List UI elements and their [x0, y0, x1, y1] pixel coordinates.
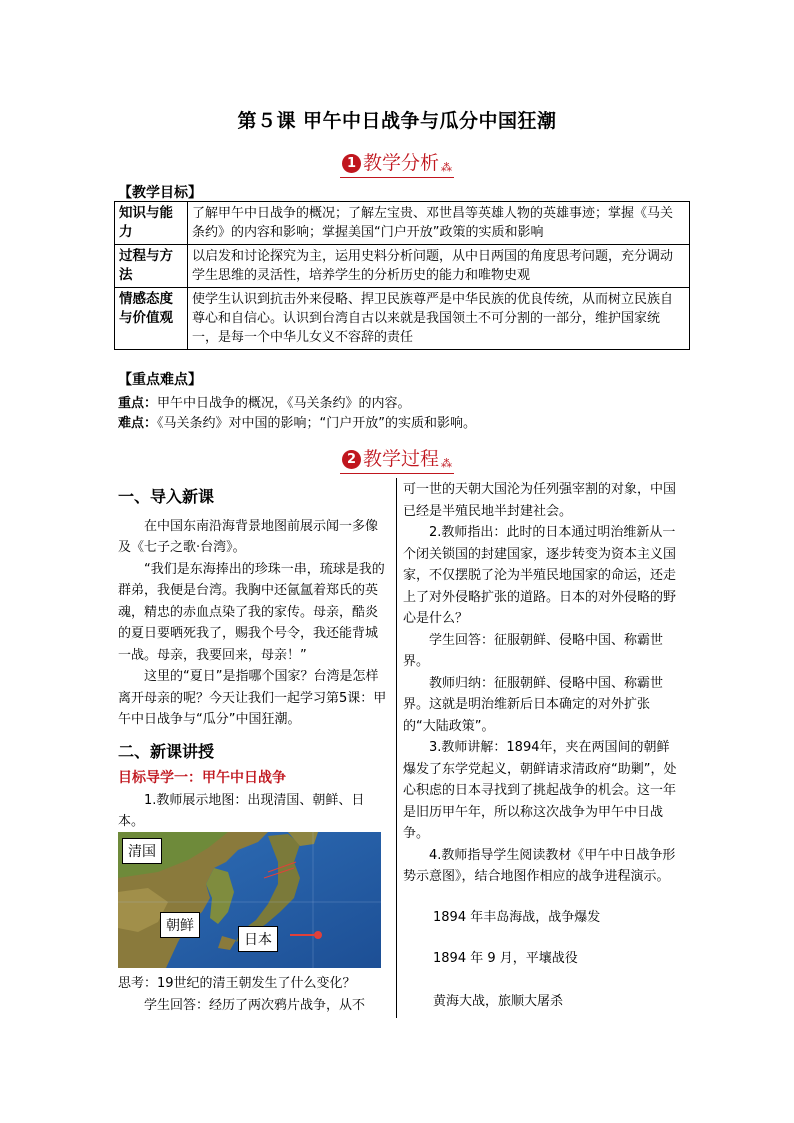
table-row — [115, 245, 690, 288]
page-title: 第５课 甲午中日战争与瓜分中国狂潮 — [237, 110, 557, 132]
section-label: 教学分析 — [362, 152, 439, 174]
goals-table — [114, 201, 690, 350]
paragraph: 教师归纳：征服朝鲜、侵略中国、称霸世界。这就是明治维新后日本确定的对外扩张的“大陆政策”。 — [403, 675, 664, 734]
flourish-icon: ⁂ — [441, 161, 452, 174]
row-label: 知识与能力 — [115, 202, 188, 245]
paragraph: 在中国东南沿海背景地图前展示闻一多像及《七子之歌·台湾》。 — [118, 518, 379, 555]
paragraph: 3.教师讲解：1894年，夹在两国间的朝鲜爆发了东学党起义，朝鲜请求清政府“助剿”，处心积虑的日本寻找到了挑起战争的机会。这一年是旧历甲午年，所以称这次战争为甲午中日战争。 — [403, 740, 677, 841]
question: 思考：19世纪的清王朝发生了什么变化？ — [118, 976, 356, 991]
timeline-item: 1894 年丰岛海战，战争爆发 — [433, 910, 601, 925]
paragraph: 学生回答：征服朝鲜、侵略中国、称霸世界。 — [403, 632, 664, 669]
section-number-badge: 1 — [342, 154, 361, 173]
section-number-badge: 2 — [342, 450, 361, 469]
map-label-korea: 朝鲜 — [160, 912, 200, 938]
timeline-item: 黄海大战，旅顺大屠杀 — [433, 994, 564, 1009]
paragraph: 可一世的天朝大国沦为任列强宰割的对象，中国已经是半殖民地半封建社会。 — [403, 482, 677, 519]
row-label: 情感态度与价值观 — [115, 288, 188, 350]
east-asia-map — [118, 832, 381, 968]
row-label: 过程与方法 — [115, 245, 188, 288]
section-label: 教学过程 — [362, 448, 439, 470]
goals-heading: 【教学目标】 — [118, 185, 202, 201]
column-divider — [396, 478, 397, 1018]
student-answer: 学生回答：经历了两次鸦片战争，从不 — [144, 997, 366, 1013]
left-column — [118, 486, 390, 833]
table-row — [115, 202, 690, 245]
table-row — [115, 288, 690, 350]
flourish-icon: ⁂ — [441, 457, 452, 470]
heading-intro: 一、导入新课 — [118, 487, 215, 506]
row-content: 了解甲午中日战争的概况；了解左宝贵、邓世昌等英雄人物的英雄事迹；掌握《马关条约》的内容和影响；掌握美国“门户开放”政策的实质和影响 — [188, 202, 690, 245]
key-label: 重点： — [118, 396, 158, 411]
section-heading-analysis — [0, 148, 794, 178]
left-column-bottom — [118, 973, 390, 1016]
heading-new-lesson: 二、新课讲授 — [118, 741, 215, 761]
timeline-item: 1894 年 9 月，平壤战役 — [433, 951, 578, 966]
difficult-point — [118, 414, 698, 434]
right-column — [403, 479, 677, 888]
keypoints-heading: 【重点难点】 — [118, 372, 202, 388]
paragraph: 1.教师展示地图：出现清国、朝鲜、日本。 — [118, 792, 365, 829]
key-text: 甲午中日战争的概况，《马关条约》的内容。 — [157, 396, 411, 411]
row-content: 使学生认识到抗击外来侵略、捍卫民族尊严是中华民族的优良传统，从而树立民族自尊心和自信心。认识到台湾自古以来就是我国领土不可分割的一部分，维护国家统一，是每一个中华儿女义不容辞的责任 — [188, 288, 690, 350]
paragraph: 2.教师指出：此时的日本通过明治维新从一个闭关锁国的封建国家，逐步转变为资本主义国家，不仅摆脱了沦为半殖民地国家的命运，还走上了对外侵略扩张的道路。日本的对外侵略的野心是什么？ — [403, 525, 677, 626]
key-point — [118, 394, 698, 414]
goal-heading: 目标导学一：甲午中日战争 — [118, 770, 286, 786]
difficult-label: 难点： — [118, 416, 158, 431]
row-content: 以启发和讨论探究为主，运用史料分析问题，从中日两国的角度思考问题，充分调动学生思维的灵活性，培养学生的分析历史的能力和唯物史观 — [188, 245, 690, 288]
poem-quote: “我们是东海捧出的珍珠一串，琉球是我的群弟，我便是台湾。我胸中还氤氲着郑氏的英魂，精忠的赤血点染了我的家传。母亲，酷炎的夏日要晒死我了，赐我个号令，我还能背城一战。母亲，我要回来，母亲！” — [118, 561, 385, 663]
section-heading-process — [0, 444, 794, 474]
difficult-text: 《马关条约》对中国的影响；“门户开放”的实质和影响。 — [157, 416, 476, 431]
map-label-japan: 日本 — [238, 926, 278, 952]
paragraph: 4.教师指导学生阅读教材《甲午中日战争形势示意图》，结合地图作相应的战争进程演示。 — [403, 847, 676, 884]
paragraph: 这里的“夏日”是指哪个国家？台湾是怎样离开母亲的呢？今天让我们一起学习第5课：甲午中日战争与“瓜分”中国狂潮。 — [118, 669, 387, 727]
map-label-qing: 清国 — [122, 838, 162, 864]
